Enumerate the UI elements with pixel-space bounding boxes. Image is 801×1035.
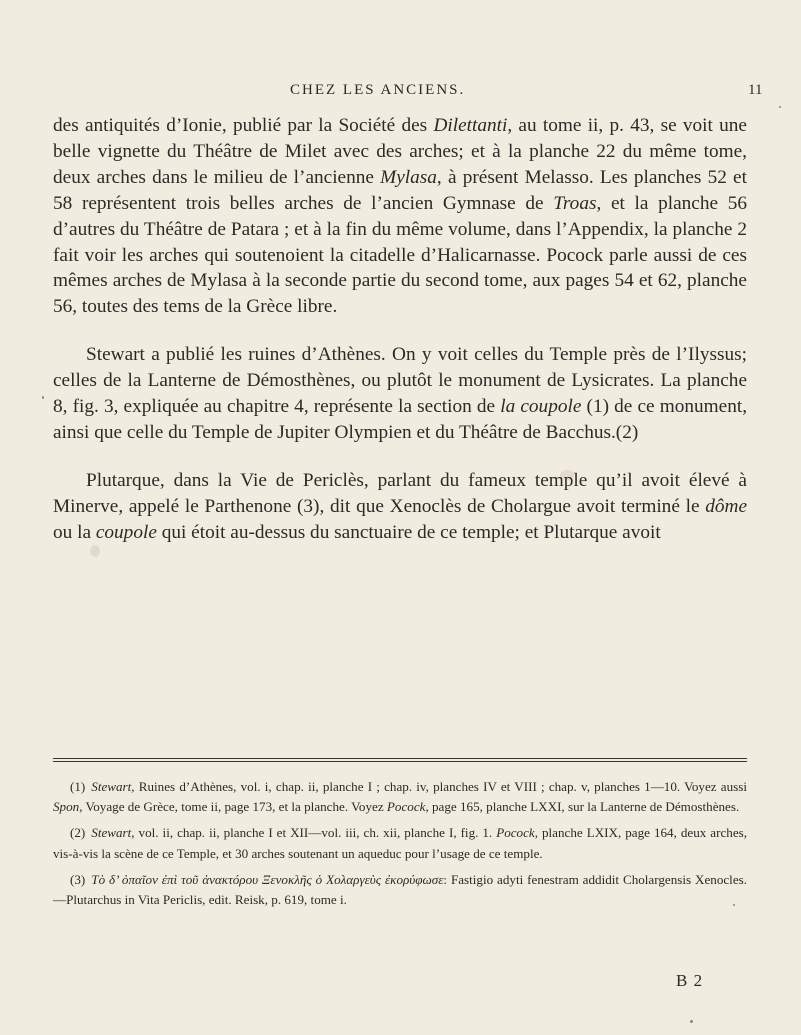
text-run: : Fastigio adyti fenestram addidit Cholargensis Xenocles.—Plutarchus in Vita Periclis, edit. Reisk, p. 619, tome i. <box>53 871 747 908</box>
footnotes <box>53 777 747 916</box>
text-run: , page 165, planche LXXI, sur la Lanterne de Démosthènes. <box>425 799 740 815</box>
citation-author: Stewart <box>91 779 132 794</box>
text-run: ou la <box>53 521 96 543</box>
footnote-number: (3) <box>70 871 86 887</box>
paper-stain <box>90 545 100 557</box>
ink-speck <box>779 106 781 108</box>
text-run: Plutarque, dans la Vie de Periclès, parlant du fameux temple qu’il avoit élevé à Minerve, appelé le Parthenone (3), dit que Xenoclès de Cholargue avoit terminé le <box>53 469 747 517</box>
text-run: , Voyage de Grèce, tome ii, page 173, et la planche. Voyez <box>79 799 387 815</box>
paragraph-stewart-athenes <box>53 342 747 446</box>
footnote-rule <box>53 758 747 762</box>
text-run: , vol. ii, chap. ii, planche I et XII—vol. iii, ch. xii, planche I, fig. 1. <box>131 825 497 841</box>
signature-mark: B 2 <box>676 971 704 990</box>
running-head <box>0 82 801 106</box>
text-run: , Ruines d’Athènes, vol. i, chap. ii, planche I ; chap. iv, planches IV et VIII ; chap. v, planches 1—10. Voyez aussi <box>131 779 747 794</box>
text-run: , planche LXIX, page 164, deux arches, vis-à-vis la scène de ce Temple, et 30 arches soutenant un aqueduc pour l’usage de ce temple. <box>53 825 747 861</box>
text-run: qui étoit au-dessus du sanctuaire de ce temple; et Plutarque avoit <box>156 521 661 543</box>
emphasis-dome: dôme <box>705 495 747 517</box>
ink-speck <box>690 1020 693 1023</box>
emphasis-mylasa: Mylasa <box>380 166 437 188</box>
text-run: , au tome ii, p. 43, se voit une belle vignette du Théâtre de Milet avec des arches; et à la planche 22 du même tome, deux arches dans le milieu de l’ancienne <box>53 115 747 188</box>
footnote-3 <box>53 870 747 910</box>
citation-author: Spon <box>53 799 80 815</box>
emphasis-la-coupole: la coupole <box>500 396 582 418</box>
citation-author: Pocock <box>386 799 426 815</box>
paragraph-antiquites-ionie <box>53 113 747 320</box>
citation-author: Pocock <box>496 825 535 841</box>
text-run: (1) de ce monument, ainsi que celle du Temple de Jupiter Olympien et du Théâtre de Bacchus.(2) <box>53 396 748 443</box>
emphasis-troas: Troas <box>553 192 597 214</box>
footnote-2 <box>53 823 747 863</box>
text-run: des antiquités d’Ionie, publié par la Société des <box>53 115 434 136</box>
main-text <box>53 113 747 546</box>
paragraph-plutarque-pericles <box>53 468 747 546</box>
footnote-number: (2) <box>70 825 86 841</box>
ink-speck <box>42 396 44 399</box>
emphasis-dilettanti: Dilettanti <box>433 115 508 136</box>
footnote-1 <box>53 777 747 817</box>
emphasis-coupole: coupole <box>95 521 157 543</box>
text-run: , et la planche 56 d’autres du Théâtre de Patara ; et à la fin du même volume, dans l’Appendix, la planche 2 fait voir les arches qui soutenoient la citadelle d’Halicarnasse. Pocock parle aussi de ces mêmes arches de Mylasa à la seconde partie du second tome, aux pages 54 et 62, planche 56, toutes des tems de la Grèce libre. <box>53 192 747 318</box>
running-title: CHEZ LES ANCIENS. <box>290 82 466 98</box>
text-run: Stewart a publié les ruines d’Athènes. On y voit celles du Temple près de l’Ilyssus; celles de la Lanterne de Démosthènes, ou plutôt le monument de Lysicrates. La planche 8, fig. 3, expliquée au chapitre 4, représente la section de <box>53 344 747 418</box>
footnote-number: (1) <box>70 779 86 794</box>
text-run: , à présent Melasso. Les planches 52 et 58 représentent trois belles arches de l’ancien Gymnase de <box>53 166 747 214</box>
page-number: 11 <box>748 82 763 98</box>
citation-author: Stewart <box>91 825 132 841</box>
greek-quotation: Τὸ δ’ ὀπαῖον ἐπὶ τοῦ ἀνακτόρου Ξενοκλῆς ὁ Χολαργεὺς ἐκορύφωσε <box>91 871 444 887</box>
